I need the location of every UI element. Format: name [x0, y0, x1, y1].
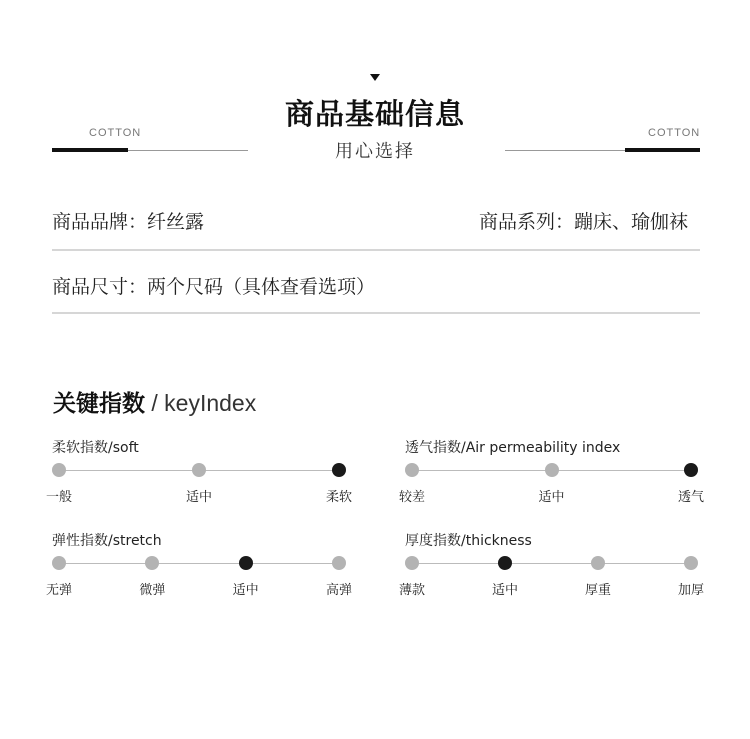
page-subtitle: 用心选择 — [335, 141, 415, 162]
scale-label: 微弹 — [139, 583, 166, 598]
cotton-tag-left: COTTON — [89, 127, 142, 139]
key-index-heading — [53, 385, 256, 418]
product-size: 商品尺寸：两个尺码（具体查看选项） — [52, 276, 376, 298]
scale-title: 弹性指数/stretch — [52, 533, 162, 549]
scale-title: 厚度指数/thickness — [405, 533, 532, 549]
scale-dot-active — [239, 556, 253, 570]
scale-dot — [145, 556, 159, 570]
triangle-down-icon — [370, 74, 380, 81]
scale-dot — [684, 556, 698, 570]
scale-label: 薄款 — [398, 583, 425, 598]
key-index-title-cn: 关键指数 — [53, 391, 145, 417]
cotton-tag-right: COTTON — [648, 127, 701, 139]
scale-dot — [591, 556, 605, 570]
scale-dot — [192, 463, 206, 477]
info-divider — [52, 312, 700, 314]
scale-label: 较差 — [398, 490, 425, 505]
scale-label: 柔软 — [325, 490, 352, 505]
scale-dot — [405, 556, 419, 570]
scale-dot — [332, 556, 346, 570]
scale-label: 适中 — [491, 583, 518, 598]
scale-track — [59, 563, 339, 564]
scale-label: 一般 — [45, 490, 72, 505]
scale-label: 适中 — [538, 490, 565, 505]
product-brand: 商品品牌：纤丝露 — [52, 211, 205, 233]
scale-label: 加厚 — [677, 583, 704, 598]
key-index-title-en: / keyIndex — [145, 390, 257, 416]
scale-label: 无弹 — [45, 583, 72, 598]
scale-dot — [545, 463, 559, 477]
scale-dot-active — [684, 463, 698, 477]
scale-dot — [52, 463, 66, 477]
scale-title: 柔软指数/soft — [52, 440, 139, 456]
scale-dot-active — [498, 556, 512, 570]
product-series: 商品系列：蹦床、瑜伽袜 — [478, 211, 688, 233]
page-title: 商品基础信息 — [284, 97, 465, 131]
scale-label: 适中 — [185, 490, 212, 505]
info-divider — [52, 249, 700, 251]
scale-label: 厚重 — [584, 583, 611, 598]
scale-dot-active — [332, 463, 346, 477]
scale-dot — [405, 463, 419, 477]
scale-label: 适中 — [232, 583, 259, 598]
header-accent-right — [625, 148, 700, 152]
scale-title: 透气指数/Air permeability index — [405, 440, 621, 456]
scale-track — [412, 563, 691, 564]
scale-label: 透气 — [677, 490, 704, 505]
scale-label: 高弹 — [325, 583, 352, 598]
scale-dot — [52, 556, 66, 570]
header-accent-left — [52, 148, 128, 152]
